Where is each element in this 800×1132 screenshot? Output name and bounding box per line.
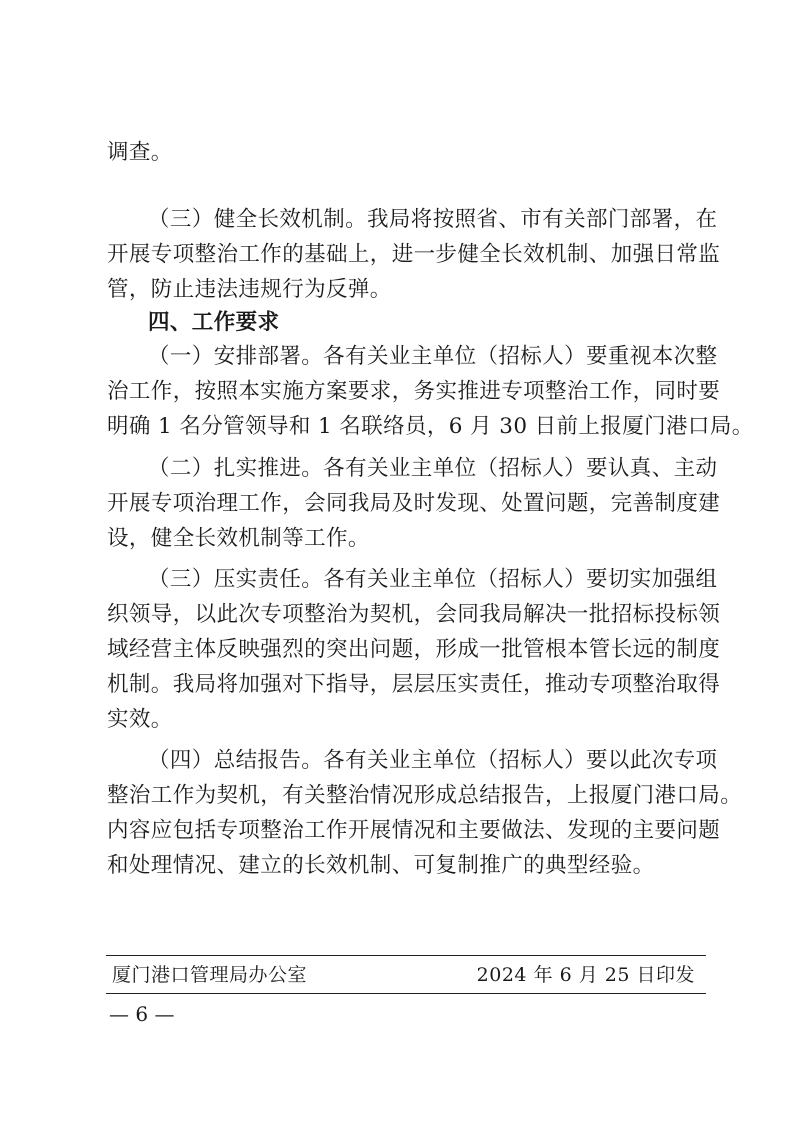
paragraph-line: 实效。 bbox=[107, 707, 173, 732]
paragraph-line: （三）健全长效机制。我局将按照省、市有关部门部署，在 bbox=[148, 207, 718, 232]
footer-bottom-rule bbox=[106, 993, 706, 994]
paragraph-line: （一）安排部署。各有关业主单位（招标人）要重视本次整 bbox=[148, 344, 718, 369]
issue-date: 2024 年 6 月 25 日印发 bbox=[476, 964, 695, 986]
paragraph-line: （三）压实责任。各有关业主单位（招标人）要切实加强组 bbox=[148, 567, 718, 592]
paragraph-line: 和处理情况、建立的长效机制、可复制推广的典型经验。 bbox=[107, 853, 655, 878]
paragraph-line: 织领导，以此次专项整治为契机，会同我局解决一批招标投标领 bbox=[107, 602, 721, 627]
paragraph-line: 开展专项整治工作的基础上，进一步健全长效机制、加强日常监 bbox=[107, 242, 721, 267]
section-heading: 四、工作要求 bbox=[148, 310, 280, 335]
page-number: — 6 — bbox=[109, 1002, 175, 1026]
paragraph-line: 调查。 bbox=[107, 140, 173, 165]
paragraph-line: 机制。我局将加强对下指导，层层压实责任，推动专项整治取得 bbox=[107, 672, 721, 697]
paragraph-line: 内容应包括专项整治工作开展情况和主要做法、发现的主要问题 bbox=[107, 818, 721, 843]
paragraph-line: 开展专项治理工作，会同我局及时发现、处置问题，完善制度建 bbox=[107, 491, 721, 516]
issuing-office: 厦门港口管理局办公室 bbox=[112, 964, 308, 986]
paragraph-line: 治工作，按照本实施方案要求，务实推进专项整治工作，同时要 bbox=[107, 379, 721, 404]
paragraph-line: 管，防止违法违规行为反弹。 bbox=[107, 277, 392, 302]
footer-top-rule bbox=[106, 955, 706, 956]
paragraph-line: （二）扎实推进。各有关业主单位（招标人）要认真、主动 bbox=[148, 456, 718, 481]
paragraph-line: 设，健全长效机制等工作。 bbox=[107, 526, 370, 551]
paragraph-line: （四）总结报告。各有关业主单位（招标人）要以此次专项 bbox=[148, 748, 718, 773]
paragraph-line: 明确 1 名分管领导和 1 名联络员，6 月 30 日前上报厦门港口局。 bbox=[107, 414, 754, 439]
paragraph-line: 域经营主体反映强烈的突出问题，形成一批管根本管长远的制度 bbox=[107, 637, 721, 662]
paragraph-line: 整治工作为契机，有关整治情况形成总结报告，上报厦门港口局。 bbox=[107, 783, 743, 808]
